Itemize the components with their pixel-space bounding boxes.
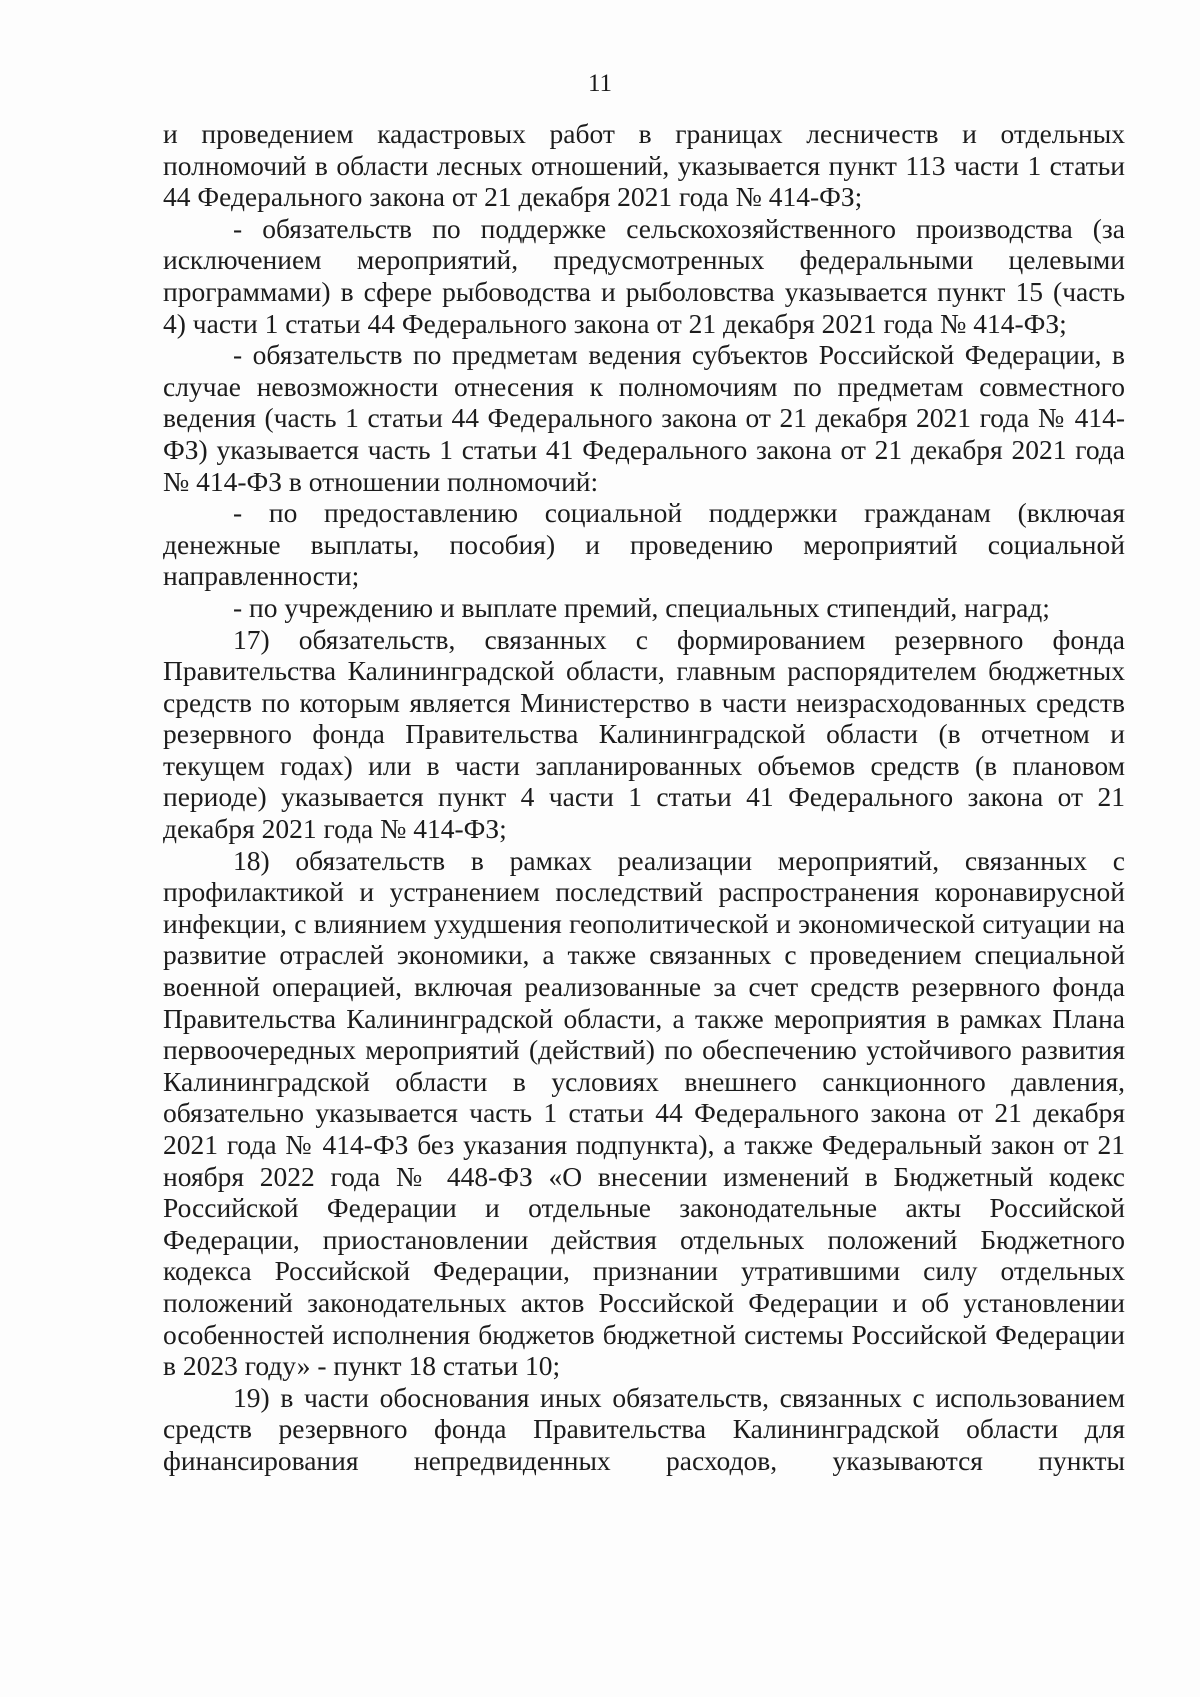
paragraph-item-19: 19) в части обоснования иных обязательств, связанных с использованием средств резервного фонда Правительства Калининградской области для финансирования непредвиденных расходов, указываются пункты	[163, 1381, 1125, 1476]
paragraph-fishery-obligations: - обязательств по поддержке сельскохозяйственного производства (за исключением мероприятий, предусмотренных федеральными целевыми программами) в сфере рыбоводства и рыболовства указывается пункт 15 (часть 4) части 1 статьи 44 Федерального закона от 21 декабря 2021 года № 414-ФЗ;	[163, 212, 1125, 339]
document-body	[163, 118, 1125, 1477]
paragraph-awards: - по учреждению и выплате премий, специальных стипендий, наград;	[233, 591, 1050, 623]
paragraph-subject-obligations: - обязательств по предметам ведения субъектов Российской Федерации, в случае невозможности отнесения к полномочиям по предметам совместного ведения (часть 1 статьи 44 Федерального закона от 21 декабря 2021 года № 414-ФЗ) указывается часть 1 статьи 41 Федерального закона от 21 декабря 2021 года № 414-ФЗ в отношении полномочий:	[163, 339, 1125, 497]
page-number: 11	[587, 70, 613, 97]
paragraph-item-18: 18) обязательств в рамках реализации мероприятий, связанных с профилактикой и устранением последствий распространения коронавирусной инфекции, с влиянием ухудшения геополитической и экономической ситуации на развитие отраслей экономики, а также связанных с проведением специальной военной операцией, включая реализованные за счет средств резервного фонда Правительства Калининградской области, а также мероприятия в рамках Плана первоочередных мероприятий (действий) по обеспечению устойчивого развития Калининградской области в условиях внешнего санкционного давления, обязательно указывается часть 1 статьи 44 Федерального закона от 21 декабря 2021 года № 414-ФЗ без указания подпункта), а также Федеральный закон от 21 ноября 2022 года № 448-ФЗ «О внесении изменений в Бюджетный кодекс Российской Федерации и отдельные законодательные акты Российской Федерации, приостановлении действия отдельных положений Бюджетного кодекса Российской Федерации, признании утратившими силу отдельных положений законодательных актов Российской Федерации и об установлении особенностей исполнения бюджетов бюджетной системы Российской Федерации в 2023 году» - пункт 18 статьи 10;	[163, 844, 1125, 1382]
paragraph-continuation: и проведением кадастровых работ в границах лесничеств и отдельных полномочий в области лесных отношений, указывается пункт 113 части 1 статьи 44 Федерального закона от 21 декабря 2021 года № 414-ФЗ;	[163, 118, 1125, 213]
paragraph-item-17: 17) обязательств, связанных с формированием резервного фонда Правительства Калининградской области, главным распорядителем бюджетных средств по которым является Министерство в части неизрасходованных средств резервного фонда Правительства Калининградской области (в отчетном и текущем годах) или в части запланированных объемов средств (в плановом периоде) указывается пункт 4 части 1 статьи 41 Федерального закона от 21 декабря 2021 года № 414-ФЗ;	[163, 623, 1125, 845]
paragraph-social-support: - по предоставлению социальной поддержки гражданам (включая денежные выплаты, пособия) и проведению мероприятий социальной направленности;	[163, 497, 1125, 592]
